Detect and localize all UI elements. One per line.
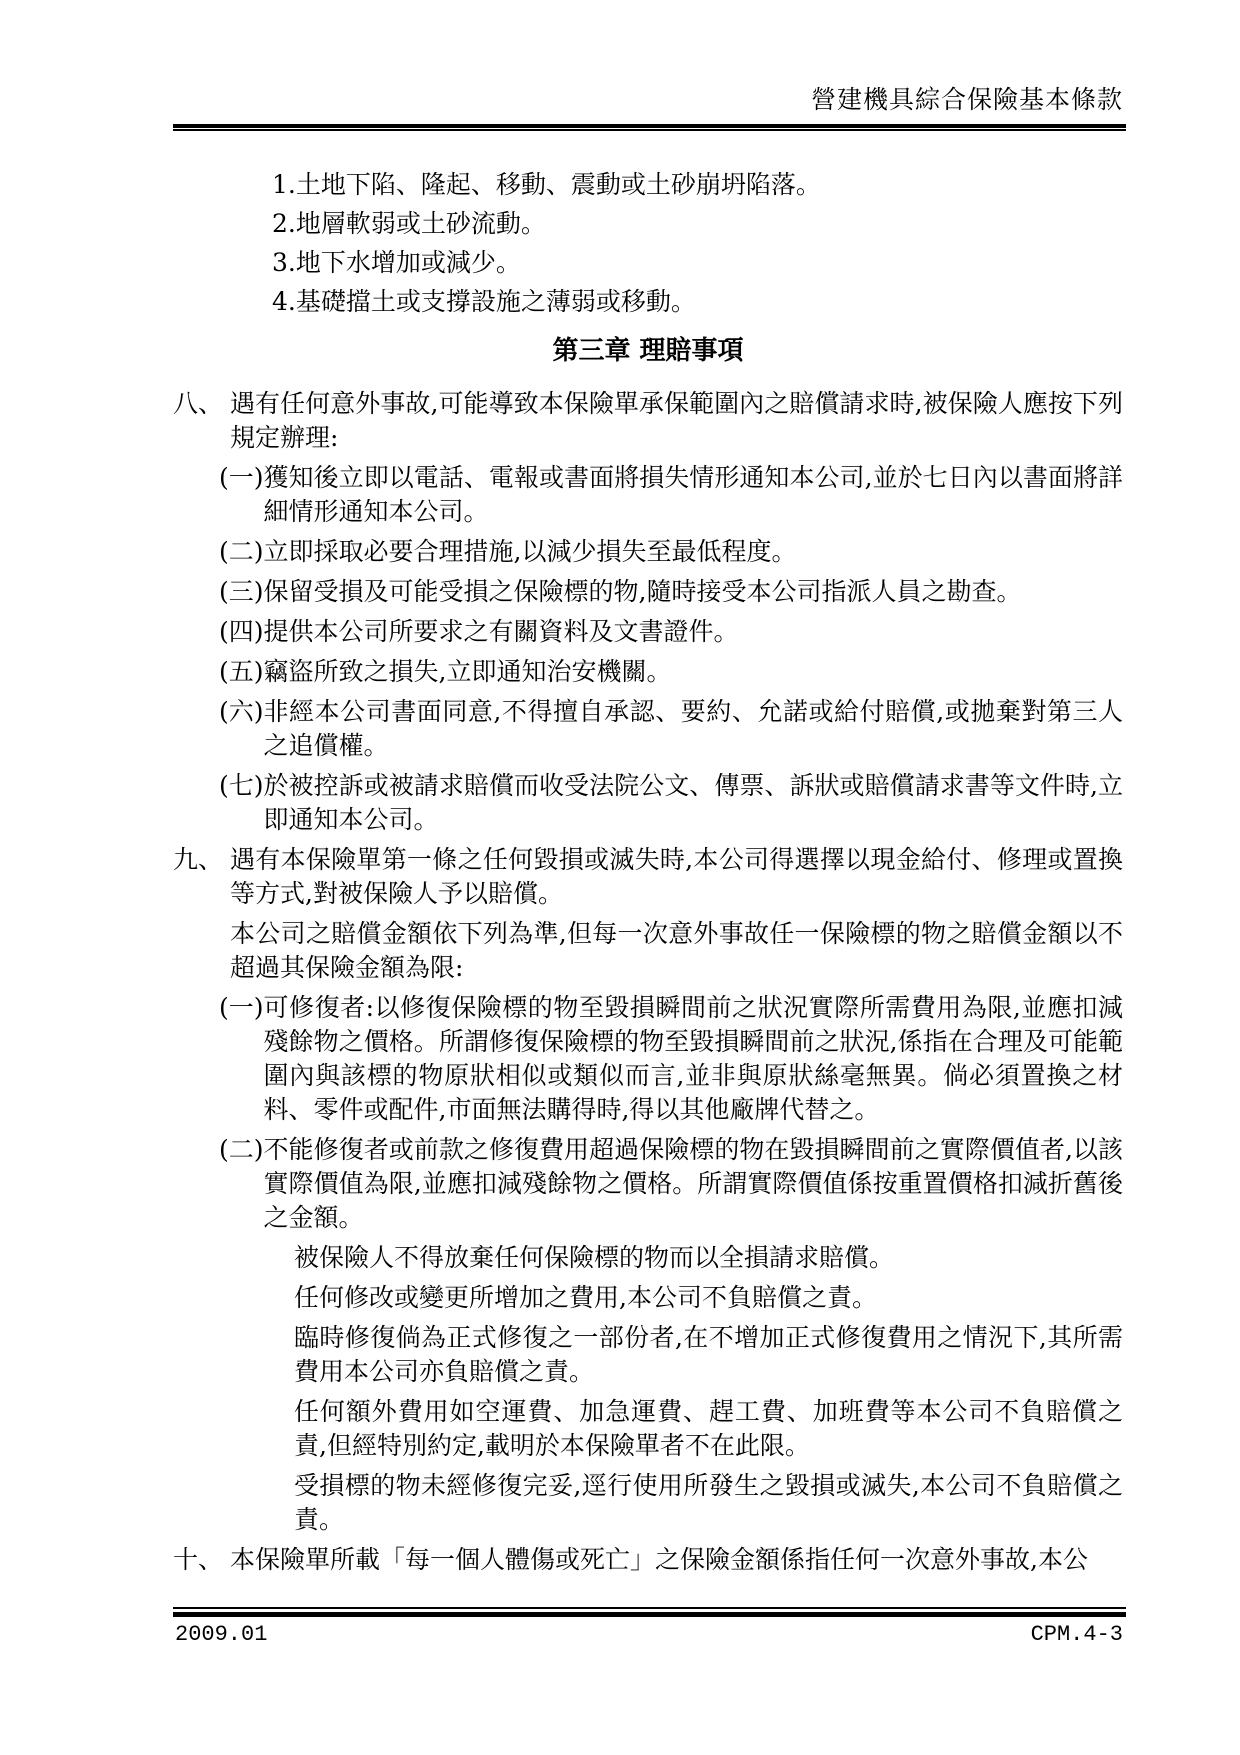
clause-marker: (一) xyxy=(219,463,264,492)
sub-paragraph: 受損標的物未經修復完妥,逕行使用所發生之毀損或滅失,本公司不負賠償之責。 xyxy=(294,1471,1123,1534)
header-rule xyxy=(173,124,1126,131)
clause-text: 立即採取必要合理措施,以減少損失至最低程度。 xyxy=(263,537,797,566)
footer-rule xyxy=(173,1607,1126,1617)
clause-text: 遇有任何意外事故,可能導致本保險單承保範圍內之賠償請求時,被保險人應按下列規定辦理: xyxy=(230,389,1123,452)
clause-marker: 1. xyxy=(272,170,296,199)
list-item xyxy=(272,207,1123,241)
clause-text: 提供本公司所要求之有關資料及文書證件。 xyxy=(263,617,739,646)
clause-marker: (二) xyxy=(219,537,264,566)
clause-marker: 十、 xyxy=(173,1545,224,1574)
sub-clause xyxy=(219,769,1123,837)
clause-marker: 2. xyxy=(272,209,296,238)
sub-paragraph: 被保險人不得放棄任何保險標的物而以全損請求賠償。 xyxy=(294,1243,895,1272)
clause xyxy=(173,843,1123,911)
clause-text: 本保險單所載「每一個人體傷或死亡」之保險金額係指任何一次意外事故,本公 xyxy=(230,1545,1088,1574)
sub-clause xyxy=(219,991,1123,1127)
footer-page-number: CPM.4-3 xyxy=(1030,1622,1123,1647)
list-item xyxy=(272,285,1123,319)
clause-marker: (一) xyxy=(219,993,264,1022)
clause-text: 土地下陷、隆起、移動、震動或土砂崩坍陷落。 xyxy=(295,170,821,199)
clause-text: 保留受損及可能受損之保險標的物,隨時接受本公司指派人員之勘查。 xyxy=(263,577,1022,606)
sub-paragraph: 臨時修復倘為正式修復之一部份者,在不增加正式修復費用之情況下,其所需費用本公司亦負賠償之責。 xyxy=(294,1323,1123,1386)
clause-text: 地層軟弱或土砂流動。 xyxy=(295,209,546,238)
clause-text: 不能修復者或前款之修復費用超過保險標的物在毀損瞬間前之實際價值者,以該實際價值為限,並應扣減殘餘物之價格。所謂實際價值係按重置價格扣減折舊後之金額。 xyxy=(263,1135,1123,1232)
clause-text: 獲知後立即以電話、電報或書面將損失情形通知本公司,並於七日內以書面將詳細情形通知本公司。 xyxy=(263,463,1123,526)
clause-marker: 4. xyxy=(272,287,296,316)
sub-clause xyxy=(219,575,1123,609)
sub-clause xyxy=(219,535,1123,569)
sub-paragraph: 任何修改或變更所增加之費用,本公司不負賠償之責。 xyxy=(294,1283,877,1312)
sub-clause xyxy=(219,1133,1123,1235)
clause-text: 非經本公司書面同意,不得擅自承認、要約、允諾或給付賠償,或拋棄對第三人之追償權。 xyxy=(263,697,1123,760)
clause-marker: (二) xyxy=(219,1135,264,1164)
list-item xyxy=(272,246,1123,280)
clause-marker: (五) xyxy=(219,657,264,686)
sub-clause xyxy=(219,695,1123,763)
clause-marker: 3. xyxy=(272,248,296,277)
list-item xyxy=(272,168,1123,202)
clause-marker: 九、 xyxy=(173,845,224,874)
clause-text: 地下水增加或減少。 xyxy=(295,248,521,277)
sub-paragraph: 任何額外費用如空運費、加急運費、趕工費、加班費等本公司不負賠償之責,但經特別約定,載明於本保險單者不在此限。 xyxy=(294,1397,1123,1460)
clause-text: 竊盜所致之損失,立即通知治安機關。 xyxy=(263,657,672,686)
paragraph: 本公司之賠償金額依下列為準,但每一次意外事故任一保險標的物之賠償金額以不超過其保險金額為限: xyxy=(230,919,1123,982)
sub-clause xyxy=(219,615,1123,649)
clause-text: 遇有本保險單第一條之任何毀損或滅失時,本公司得選擇以現金給付、修理或置換等方式,對被保險人予以賠償。 xyxy=(230,845,1123,908)
clause xyxy=(173,387,1123,455)
clause-marker: (三) xyxy=(219,577,264,606)
clause-text: 於被控訴或被請求賠償而收受法院公文、傳票、訴狀或賠償請求書等文件時,立即通知本公司。 xyxy=(263,771,1123,834)
document-body xyxy=(173,168,1123,1583)
sub-clause xyxy=(219,655,1123,689)
clause-text: 基礎擋土或支撐設施之薄弱或移動。 xyxy=(295,287,696,316)
clause xyxy=(173,1543,1123,1577)
footer-date: 2009.01 xyxy=(175,1622,268,1647)
clause-marker: (七) xyxy=(219,771,264,800)
clause-marker: 八、 xyxy=(173,389,224,418)
clause-marker: (四) xyxy=(219,617,264,646)
clause-marker: (六) xyxy=(219,697,264,726)
clause-text: 可修復者:以修復保險標的物至毀損瞬間前之狀況實際所需費用為限,並應扣減殘餘物之價格。所謂修復保險標的物至毀損瞬間前之狀況,係指在合理及可能範圍內與該標的物原狀相似或類似而言,並非與原狀絲毫無異。倘必須置換之材料、零件或配件,市面無法購得時,得以其他廠牌代替之。 xyxy=(263,993,1123,1124)
header-title: 營建機具綜合保險基本條款 xyxy=(810,85,1123,114)
chapter-heading: 第三章 理賠事項 xyxy=(552,336,744,366)
sub-clause xyxy=(219,461,1123,529)
